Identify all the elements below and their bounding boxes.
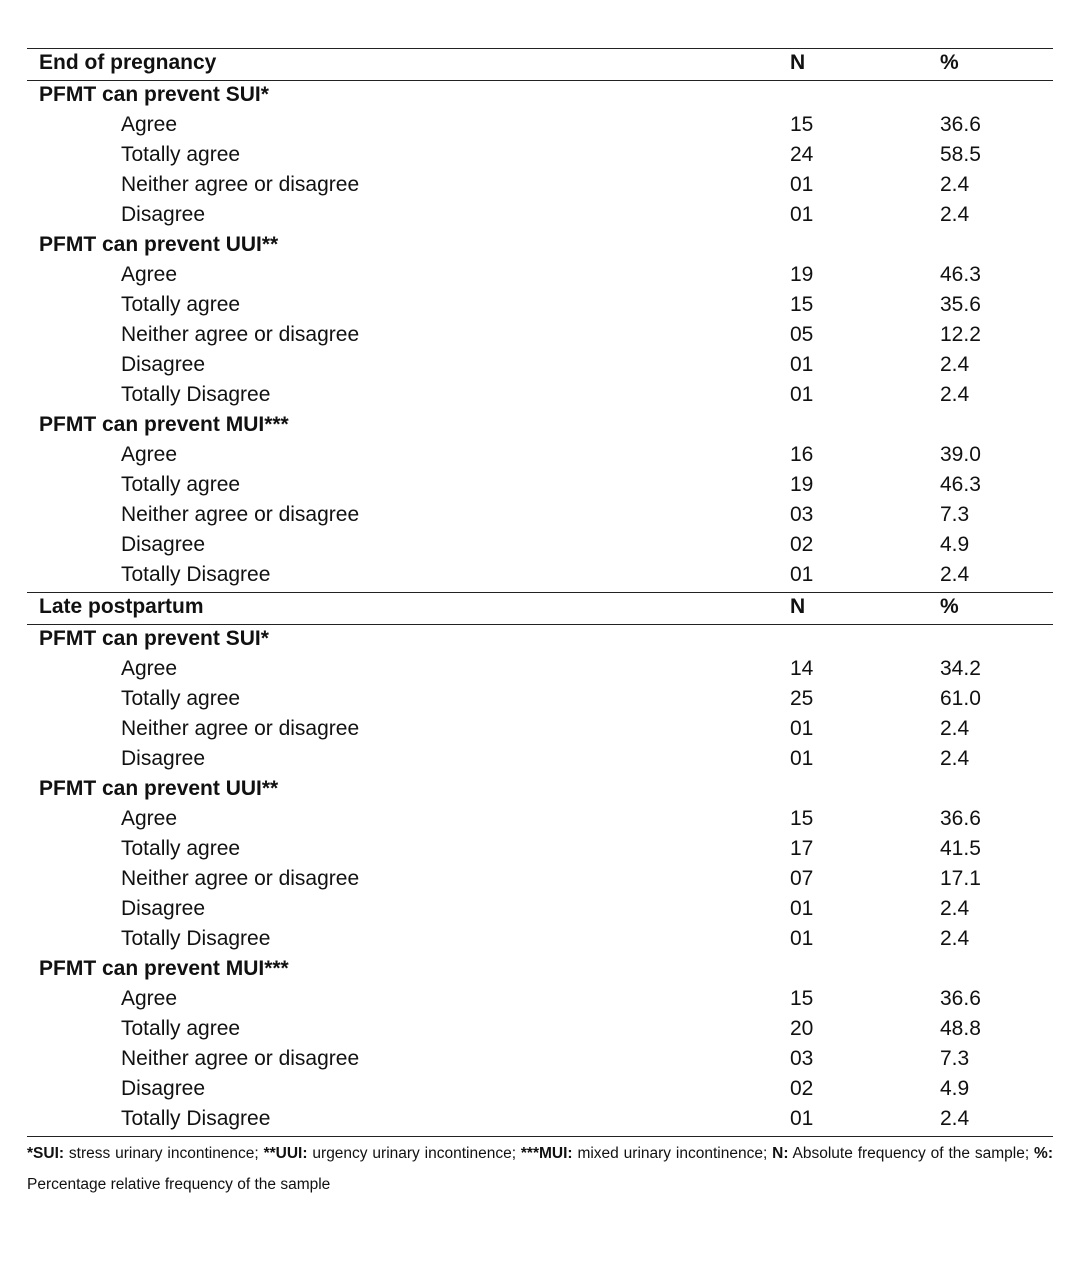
percent-value: 2.4 — [940, 353, 970, 376]
footnote-uui-term: **UUI: — [263, 1145, 308, 1162]
percent-value: 2.4 — [940, 897, 970, 920]
footnote-n-def: Absolute frequency of the sample; — [792, 1145, 1030, 1162]
percent-value: 2.4 — [940, 173, 970, 196]
table-row — [27, 500, 1053, 530]
table-row — [27, 714, 1053, 744]
percent-value: 7.3 — [940, 503, 970, 526]
response-label: Totally agree — [121, 293, 241, 316]
table-row — [27, 200, 1053, 230]
count-value: 19 — [790, 473, 814, 496]
group-title-row — [27, 230, 1053, 260]
response-label: Disagree — [121, 353, 206, 376]
table-row — [27, 140, 1053, 170]
percent-value: 34.2 — [940, 657, 981, 680]
response-label: Neither agree or disagree — [121, 503, 360, 526]
percent-value: 35.6 — [940, 293, 981, 316]
response-label: Neither agree or disagree — [121, 867, 360, 890]
count-value: 01 — [790, 897, 814, 920]
response-label: Totally agree — [121, 687, 241, 710]
footnote-sui-term: *SUI: — [27, 1145, 65, 1162]
table-row — [27, 684, 1053, 714]
count-value: 15 — [790, 807, 814, 830]
table-row — [27, 110, 1053, 140]
response-label: Totally agree — [121, 837, 241, 860]
count-value: 01 — [790, 173, 814, 196]
count-value: 19 — [790, 263, 814, 286]
count-value: 02 — [790, 1077, 814, 1100]
response-label: Agree — [121, 443, 178, 466]
count-value: 15 — [790, 987, 814, 1010]
percent-value: 2.4 — [940, 927, 970, 950]
response-label: Totally agree — [121, 143, 241, 166]
count-value: 01 — [790, 383, 814, 406]
count-value: 02 — [790, 533, 814, 556]
table-row — [27, 380, 1053, 410]
percent-value: 36.6 — [940, 113, 981, 136]
count-value: 01 — [790, 717, 814, 740]
response-label: Totally Disagree — [121, 927, 271, 950]
response-label: Neither agree or disagree — [121, 717, 360, 740]
table-row — [27, 440, 1053, 470]
group-title-row — [27, 410, 1053, 440]
percent-value: 36.6 — [940, 807, 981, 830]
response-label: Disagree — [121, 747, 206, 770]
footnote-mui-term: ***MUI: — [520, 1145, 573, 1162]
group-title: PFMT can prevent MUI*** — [39, 413, 289, 436]
percent-value: 39.0 — [940, 443, 981, 466]
count-value: 01 — [790, 353, 814, 376]
count-value: 14 — [790, 657, 814, 680]
response-label: Disagree — [121, 1077, 206, 1100]
footnote-mui-def: mixed urinary incontinence; — [577, 1145, 768, 1162]
response-label: Neither agree or disagree — [121, 173, 360, 196]
percent-value: 2.4 — [940, 747, 970, 770]
response-label: Disagree — [121, 533, 206, 556]
response-label: Agree — [121, 113, 178, 136]
table-row — [27, 864, 1053, 894]
table-row — [27, 320, 1053, 350]
percent-value: 46.3 — [940, 263, 981, 286]
table-row — [27, 654, 1053, 684]
percent-value: 2.4 — [940, 1107, 970, 1130]
count-value: 01 — [790, 747, 814, 770]
table-row — [27, 1044, 1053, 1074]
percent-value: 2.4 — [940, 563, 970, 586]
count-value: 03 — [790, 1047, 814, 1070]
table-row — [27, 530, 1053, 560]
table-row — [27, 1014, 1053, 1044]
response-label: Neither agree or disagree — [121, 323, 360, 346]
response-label: Agree — [121, 807, 178, 830]
column-header-percent: % — [940, 595, 959, 618]
count-value: 20 — [790, 1017, 814, 1040]
footnote-sui-def: stress urinary incontinence; — [68, 1145, 259, 1162]
count-value: 01 — [790, 1107, 814, 1130]
response-label: Totally Disagree — [121, 563, 271, 586]
count-value: 03 — [790, 503, 814, 526]
table-row — [27, 744, 1053, 774]
response-label: Totally agree — [121, 473, 241, 496]
count-value: 01 — [790, 563, 814, 586]
group-title: PFMT can prevent SUI* — [39, 83, 269, 106]
group-title-row — [27, 954, 1053, 984]
response-label: Totally Disagree — [121, 1107, 271, 1130]
percent-value: 46.3 — [940, 473, 981, 496]
section-heading-row — [27, 48, 1053, 78]
group-title: PFMT can prevent UUI** — [39, 233, 279, 256]
response-label: Totally agree — [121, 1017, 241, 1040]
footnote-pct-def: Percentage relative frequency of the sample — [27, 1176, 331, 1193]
count-value: 05 — [790, 323, 814, 346]
percent-value: 2.4 — [940, 383, 970, 406]
response-label: Agree — [121, 263, 178, 286]
table-row — [27, 170, 1053, 200]
section-heading-label: End of pregnancy — [39, 51, 217, 74]
response-label: Agree — [121, 987, 178, 1010]
percent-value: 2.4 — [940, 203, 970, 226]
count-value: 16 — [790, 443, 814, 466]
table-row — [27, 1074, 1053, 1104]
column-header-n: N — [790, 595, 806, 618]
column-header-percent: % — [940, 51, 959, 74]
percent-value: 7.3 — [940, 1047, 970, 1070]
response-label: Disagree — [121, 203, 206, 226]
table-row — [27, 894, 1053, 924]
count-value: 17 — [790, 837, 814, 860]
table-row — [27, 924, 1053, 954]
column-header-n: N — [790, 51, 806, 74]
table-row — [27, 350, 1053, 380]
section-heading-row — [27, 592, 1053, 622]
response-label: Neither agree or disagree — [121, 1047, 360, 1070]
footnote-line-1 — [27, 1138, 1053, 1200]
footnote-pct-term: %: — [1034, 1145, 1053, 1162]
table-bottom-rule — [27, 1136, 1053, 1137]
table-row — [27, 804, 1053, 834]
percent-value: 4.9 — [940, 1077, 970, 1100]
footnote — [27, 1138, 1053, 1200]
table-row — [27, 470, 1053, 500]
count-value: 01 — [790, 927, 814, 950]
response-label: Totally Disagree — [121, 383, 271, 406]
percent-value: 61.0 — [940, 687, 981, 710]
percent-value: 2.4 — [940, 717, 970, 740]
count-value: 15 — [790, 113, 814, 136]
footnote-uui-def: urgency urinary incontinence; — [312, 1145, 517, 1162]
group-title: PFMT can prevent MUI*** — [39, 957, 289, 980]
percent-value: 12.2 — [940, 323, 981, 346]
group-title-row — [27, 80, 1053, 110]
percent-value: 4.9 — [940, 533, 970, 556]
group-title: PFMT can prevent UUI** — [39, 777, 279, 800]
percent-value: 17.1 — [940, 867, 981, 890]
count-value: 15 — [790, 293, 814, 316]
table-row — [27, 260, 1053, 290]
section-heading-label: Late postpartum — [39, 595, 204, 618]
table-row — [27, 560, 1053, 590]
table-row — [27, 834, 1053, 864]
percent-value: 36.6 — [940, 987, 981, 1010]
percent-value: 48.8 — [940, 1017, 981, 1040]
table-row — [27, 290, 1053, 320]
percent-value: 41.5 — [940, 837, 981, 860]
footnote-n-term: N: — [772, 1145, 789, 1162]
group-title: PFMT can prevent SUI* — [39, 627, 269, 650]
group-title-row — [27, 774, 1053, 804]
percent-value: 58.5 — [940, 143, 981, 166]
count-value: 01 — [790, 203, 814, 226]
table-row — [27, 1104, 1053, 1134]
count-value: 25 — [790, 687, 814, 710]
response-label: Agree — [121, 657, 178, 680]
table-row — [27, 984, 1053, 1014]
count-value: 07 — [790, 867, 814, 890]
count-value: 24 — [790, 143, 814, 166]
response-label: Disagree — [121, 897, 206, 920]
group-title-row — [27, 624, 1053, 654]
